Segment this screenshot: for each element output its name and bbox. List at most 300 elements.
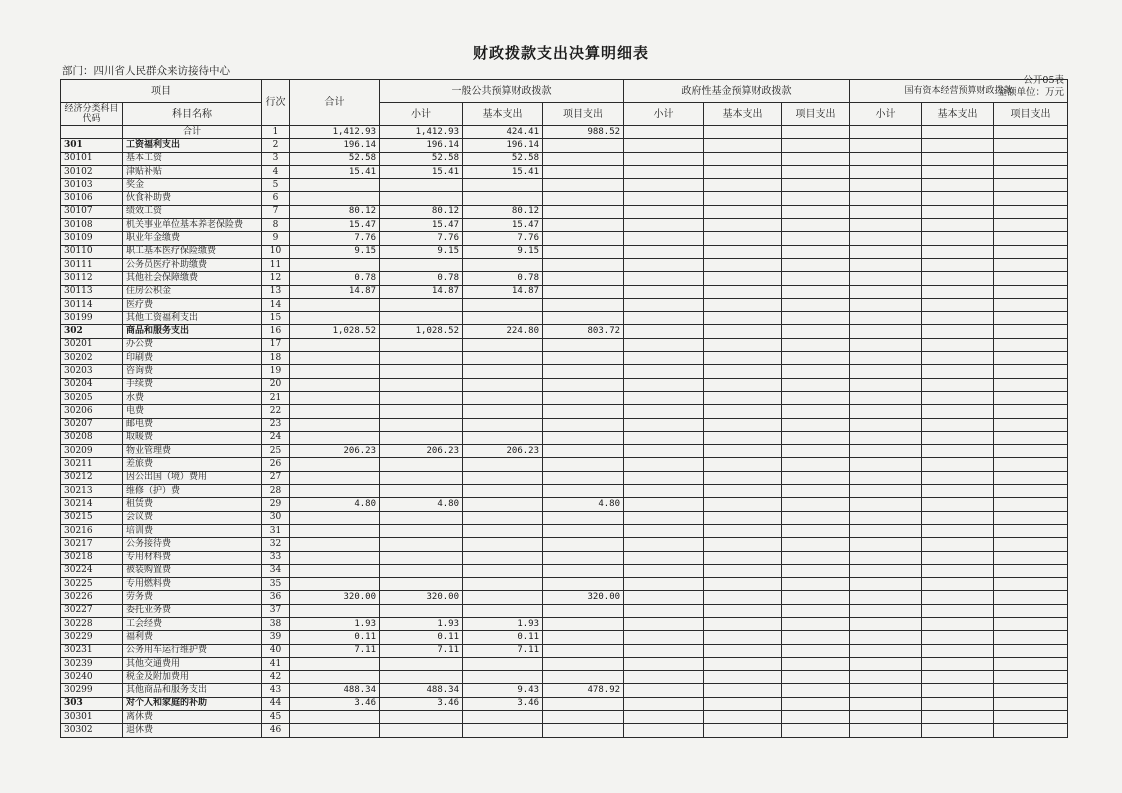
row-empty-cell [624,631,704,644]
row-empty-cell [704,684,782,697]
row-empty-cell [704,378,782,391]
row-empty-cell [922,511,994,524]
row-empty-cell [782,365,850,378]
row-empty-cell [850,524,922,537]
table-row [61,126,1068,139]
row-code: 30301 [61,711,123,724]
row-empty-cell [624,139,704,152]
row-empty-cell [922,126,994,139]
row-g-subtotal: 80.12 [380,205,463,218]
table-row [61,405,1068,418]
row-g-subtotal: 3.46 [380,697,463,710]
header-state-capital: 国有资本经营预算财政拨款 [850,80,1068,103]
row-empty-cell [704,219,782,232]
table-row [61,631,1068,644]
row-total [290,352,380,365]
table-row [61,272,1068,285]
row-empty-cell [704,697,782,710]
unit-label: 金额单位：万元 [997,87,1064,98]
row-empty-cell [624,684,704,697]
row-empty-cell [850,338,922,351]
row-empty-cell [922,498,994,511]
row-total [290,431,380,444]
row-empty-cell [624,604,704,617]
row-empty-cell [782,551,850,564]
row-empty-cell [994,538,1068,551]
row-g-project [543,617,624,630]
row-empty-cell [994,591,1068,604]
row-empty-cell [704,617,782,630]
row-g-subtotal [380,604,463,617]
row-empty-cell [624,298,704,311]
row-g-subtotal: 1.93 [380,617,463,630]
row-no: 3 [262,152,290,165]
row-empty-cell [624,538,704,551]
row-empty-cell [704,657,782,670]
row-total [290,378,380,391]
row-g-subtotal: 206.23 [380,445,463,458]
row-g-basic: 14.87 [463,285,543,298]
row-name: 差旅费 [123,458,262,471]
row-empty-cell [624,205,704,218]
row-g-basic [463,312,543,325]
header-f-basic: 基本支出 [704,103,782,126]
row-empty-cell [624,245,704,258]
row-code: 30103 [61,179,123,192]
row-g-basic: 9.43 [463,684,543,697]
row-g-basic [463,352,543,365]
row-no: 25 [262,445,290,458]
header-s-basic: 基本支出 [922,103,994,126]
row-code: 30109 [61,232,123,245]
row-empty-cell [782,671,850,684]
row-empty-cell [782,631,850,644]
table-row [61,564,1068,577]
row-g-project [543,219,624,232]
row-g-subtotal [380,365,463,378]
row-empty-cell [850,445,922,458]
row-empty-cell [922,391,994,404]
table-row [61,352,1068,365]
row-empty-cell [782,258,850,271]
row-empty-cell [850,258,922,271]
row-empty-cell [922,564,994,577]
table-row [61,671,1068,684]
row-total: 196.14 [290,139,380,152]
row-total [290,365,380,378]
row-empty-cell [922,192,994,205]
row-empty-cell [624,405,704,418]
page-title: 财政拨款支出决算明细表 [472,44,649,62]
row-empty-cell [782,564,850,577]
row-g-project [543,631,624,644]
row-empty-cell [624,165,704,178]
row-empty-cell [782,405,850,418]
header-f-project: 项目支出 [782,103,850,126]
row-empty-cell [922,405,994,418]
row-code: 30214 [61,498,123,511]
row-g-project [543,312,624,325]
row-name: 职工基本医疗保险缴费 [123,245,262,258]
row-g-basic: 206.23 [463,445,543,458]
row-g-project [543,511,624,524]
row-g-subtotal [380,378,463,391]
row-g-basic [463,551,543,564]
row-g-project [543,285,624,298]
row-empty-cell [782,485,850,498]
row-no: 37 [262,604,290,617]
row-g-basic [463,258,543,271]
row-no: 28 [262,485,290,498]
row-name: 电费 [123,405,262,418]
row-empty-cell [922,232,994,245]
row-name: 会议费 [123,511,262,524]
row-empty-cell [624,352,704,365]
row-g-project [543,365,624,378]
table-row [61,604,1068,617]
row-no: 8 [262,219,290,232]
row-g-subtotal: 0.11 [380,631,463,644]
row-g-basic [463,365,543,378]
row-name: 工资福利支出 [123,139,262,152]
row-g-subtotal [380,179,463,192]
row-g-basic [463,378,543,391]
row-empty-cell [922,285,994,298]
row-code: 30106 [61,192,123,205]
row-empty-cell [704,365,782,378]
row-g-subtotal [380,564,463,577]
row-total [290,724,380,737]
table-row [61,498,1068,511]
row-empty-cell [704,205,782,218]
row-g-subtotal: 1,028.52 [380,325,463,338]
row-empty-cell [994,617,1068,630]
table-row [61,684,1068,697]
row-empty-cell [782,697,850,710]
row-empty-cell [704,325,782,338]
row-name: 劳务费 [123,591,262,604]
row-empty-cell [704,458,782,471]
row-g-project [543,538,624,551]
row-total: 1.93 [290,617,380,630]
row-code: 30114 [61,298,123,311]
row-total: 15.41 [290,165,380,178]
row-g-basic [463,511,543,524]
row-empty-cell [994,418,1068,431]
row-g-subtotal: 196.14 [380,139,463,152]
row-code: 30228 [61,617,123,630]
row-empty-cell [704,165,782,178]
row-empty-cell [922,431,994,444]
table-row [61,458,1068,471]
row-empty-cell [850,431,922,444]
row-g-project [543,604,624,617]
table-row [61,378,1068,391]
row-no: 26 [262,458,290,471]
table-row [61,524,1068,537]
row-empty-cell [850,378,922,391]
header-s-subtotal: 小计 [850,103,922,126]
row-g-subtotal [380,657,463,670]
row-g-project: 803.72 [543,325,624,338]
row-g-project [543,179,624,192]
row-empty-cell [782,617,850,630]
row-name: 培训费 [123,524,262,537]
row-empty-cell [922,591,994,604]
row-empty-cell [850,458,922,471]
row-empty-cell [704,418,782,431]
row-empty-cell [704,524,782,537]
row-empty-cell [850,657,922,670]
row-no: 41 [262,657,290,670]
row-empty-cell [922,617,994,630]
row-g-basic [463,604,543,617]
row-empty-cell [850,126,922,139]
row-no: 11 [262,258,290,271]
row-g-project [543,405,624,418]
row-total: 206.23 [290,445,380,458]
row-name: 其他社会保障缴费 [123,272,262,285]
row-empty-cell [624,325,704,338]
row-empty-cell [994,298,1068,311]
row-total [290,258,380,271]
row-name: 公务接待费 [123,538,262,551]
row-empty-cell [850,285,922,298]
row-total [290,551,380,564]
row-empty-cell [922,631,994,644]
header-s-project: 项目支出 [994,103,1068,126]
row-g-basic [463,711,543,724]
row-g-basic: 424.41 [463,126,543,139]
row-empty-cell [994,378,1068,391]
row-no: 45 [262,711,290,724]
row-code: 30202 [61,352,123,365]
row-total [290,711,380,724]
row-name: 税金及附加费用 [123,671,262,684]
row-g-basic [463,485,543,498]
row-code: 30208 [61,431,123,444]
row-empty-cell [782,604,850,617]
row-empty-cell [704,538,782,551]
row-code: 30299 [61,684,123,697]
row-empty-cell [704,405,782,418]
row-name: 津贴补贴 [123,165,262,178]
row-total: 15.47 [290,219,380,232]
row-empty-cell [922,578,994,591]
row-empty-cell [994,657,1068,670]
row-empty-cell [782,338,850,351]
row-empty-cell [782,232,850,245]
row-no: 27 [262,471,290,484]
row-empty-cell [922,258,994,271]
row-empty-cell [994,644,1068,657]
table-row [61,578,1068,591]
row-total: 7.11 [290,644,380,657]
row-no: 31 [262,524,290,537]
table-row [61,538,1068,551]
row-no: 13 [262,285,290,298]
row-empty-cell [704,724,782,737]
row-total: 7.76 [290,232,380,245]
row-total [290,418,380,431]
row-empty-cell [994,325,1068,338]
row-name: 被装购置费 [123,564,262,577]
row-name: 手续费 [123,378,262,391]
row-empty-cell [782,298,850,311]
row-g-subtotal: 4.80 [380,498,463,511]
row-g-basic [463,498,543,511]
row-empty-cell [624,272,704,285]
row-no: 19 [262,365,290,378]
row-g-subtotal: 0.78 [380,272,463,285]
row-code: 303 [61,697,123,710]
row-empty-cell [850,578,922,591]
row-empty-cell [994,272,1068,285]
row-g-basic: 1.93 [463,617,543,630]
row-empty-cell [624,458,704,471]
row-g-basic: 15.41 [463,165,543,178]
row-empty-cell [922,524,994,537]
row-name: 取暖费 [123,431,262,444]
row-code [61,126,123,139]
table-row [61,431,1068,444]
row-code: 30113 [61,285,123,298]
row-g-project [543,564,624,577]
row-empty-cell [994,711,1068,724]
row-empty-cell [922,418,994,431]
table-row [61,644,1068,657]
row-total [290,192,380,205]
row-total: 9.15 [290,245,380,258]
row-g-subtotal: 320.00 [380,591,463,604]
row-empty-cell [782,139,850,152]
row-no: 9 [262,232,290,245]
row-empty-cell [994,192,1068,205]
row-empty-cell [704,391,782,404]
header-subject-name: 科目名称 [123,103,262,126]
row-empty-cell [850,697,922,710]
row-empty-cell [782,511,850,524]
row-empty-cell [922,325,994,338]
row-empty-cell [994,312,1068,325]
row-name: 对个人和家庭的补助 [123,697,262,710]
row-empty-cell [624,232,704,245]
row-no: 20 [262,378,290,391]
row-empty-cell [782,724,850,737]
row-g-subtotal [380,551,463,564]
row-g-basic [463,724,543,737]
row-empty-cell [704,245,782,258]
row-code: 30204 [61,378,123,391]
row-empty-cell [782,524,850,537]
row-code: 30302 [61,724,123,737]
row-empty-cell [782,578,850,591]
header-item: 项目 [61,80,262,103]
department-label: 部门：四川省人民群众来访接待中心 [62,65,230,77]
row-g-project [543,485,624,498]
row-g-basic [463,298,543,311]
row-empty-cell [624,258,704,271]
row-empty-cell [922,485,994,498]
row-empty-cell [922,711,994,724]
row-g-subtotal [380,338,463,351]
row-empty-cell [850,325,922,338]
row-empty-cell [850,152,922,165]
row-g-basic: 224.80 [463,325,543,338]
row-code: 30199 [61,312,123,325]
row-name: 合计 [123,126,262,139]
row-empty-cell [994,724,1068,737]
row-g-subtotal [380,485,463,498]
row-g-basic [463,471,543,484]
row-empty-cell [850,644,922,657]
row-no: 7 [262,205,290,218]
row-no: 44 [262,697,290,710]
table-row [61,192,1068,205]
row-g-project [543,258,624,271]
row-g-project [543,711,624,724]
row-empty-cell [850,232,922,245]
row-empty-cell [624,445,704,458]
row-g-project: 988.52 [543,126,624,139]
header-g-basic: 基本支出 [463,103,543,126]
row-empty-cell [782,205,850,218]
row-g-basic [463,338,543,351]
row-g-basic [463,405,543,418]
row-empty-cell [922,205,994,218]
table-row [61,298,1068,311]
row-code: 301 [61,139,123,152]
row-empty-cell [922,724,994,737]
row-g-project [543,352,624,365]
row-g-project [543,724,624,737]
row-empty-cell [850,179,922,192]
row-g-project [543,232,624,245]
row-empty-cell [850,192,922,205]
row-name: 其他交通费用 [123,657,262,670]
row-g-project [543,338,624,351]
row-g-project [543,551,624,564]
row-g-project [543,152,624,165]
row-name: 其他商品和服务支出 [123,684,262,697]
row-g-basic [463,179,543,192]
row-empty-cell [704,431,782,444]
row-g-subtotal: 14.87 [380,285,463,298]
header-econ-code: 经济分类科目代码 [61,103,123,126]
table-row [61,338,1068,351]
row-empty-cell [994,471,1068,484]
row-empty-cell [624,312,704,325]
row-empty-cell [624,179,704,192]
row-g-project [543,578,624,591]
row-total [290,179,380,192]
row-empty-cell [850,219,922,232]
row-g-project [543,445,624,458]
row-empty-cell [922,352,994,365]
row-g-subtotal: 7.11 [380,644,463,657]
row-empty-cell [782,272,850,285]
row-empty-cell [704,551,782,564]
row-total: 488.34 [290,684,380,697]
row-empty-cell [922,657,994,670]
row-empty-cell [850,352,922,365]
row-empty-cell [624,431,704,444]
table-row [61,219,1068,232]
row-empty-cell [850,391,922,404]
row-no: 42 [262,671,290,684]
row-empty-cell [624,524,704,537]
row-code: 30217 [61,538,123,551]
